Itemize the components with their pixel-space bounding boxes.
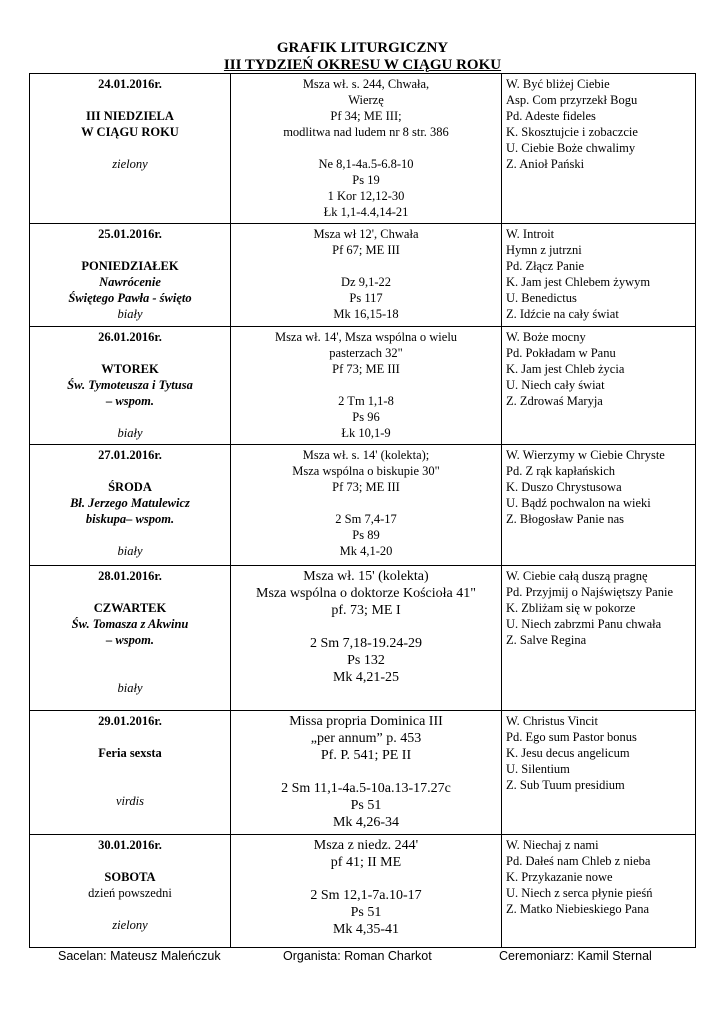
spacer: [235, 871, 497, 887]
song-item: Pd. Adeste fideles: [506, 109, 596, 123]
song-item: U. Niech cały świat: [506, 378, 605, 392]
day-cell: [30, 711, 231, 835]
song-item: Z. Błogosław Panie nas: [506, 512, 625, 526]
day-cell: [30, 835, 231, 948]
song-item: U. Niech zabrzmi Panu chwała: [506, 617, 662, 631]
day-cell: [30, 327, 231, 445]
spacer: [34, 140, 226, 156]
mass-line: pf 41; II ME: [330, 855, 402, 870]
songs-cell: [502, 711, 696, 835]
mass-line: 1 Kor 12,12-30: [327, 189, 405, 203]
mass-line: Missa propria Dominica III: [289, 714, 443, 729]
songs-cell: [502, 224, 696, 327]
mass-line: Ps 96: [352, 410, 380, 424]
date: 26.01.2016r.: [98, 330, 162, 344]
page-subtitle: III TYDZIEŃ OKRESU W CIĄGU ROKU: [223, 57, 502, 73]
spacer: [34, 853, 226, 869]
song-item: W. Ciebie całą duszą pragnę: [506, 569, 648, 583]
day-name: ŚRODA: [108, 480, 152, 494]
day-cell: [30, 566, 231, 711]
song-item: W. Być bliżej Ciebie: [506, 77, 610, 91]
song-item: Z. Salve Regina: [506, 633, 587, 647]
spacer: [34, 648, 226, 664]
song-item: Pd. Dałeś nam Chleb z nieba: [506, 854, 651, 868]
mass-line: Msza wł. 15' (kolekta): [303, 569, 429, 584]
song-item: Z. Anioł Pański: [506, 157, 585, 171]
mass-line: pasterzach 32": [329, 346, 403, 360]
mass-line: Pf. P. 541; PE II: [320, 748, 412, 763]
mass-line: 2 Sm 11,1-4a.5-10a.13-17.27c: [281, 781, 451, 796]
day-cell: [30, 224, 231, 327]
feast-name: – wspom.: [106, 394, 154, 408]
spacer: [34, 761, 226, 777]
song-item: Pd. Pokładam w Panu: [506, 346, 616, 360]
mass-line: Ps 19: [352, 173, 380, 187]
day-name: III NIEDZIELA: [86, 109, 174, 123]
song-item: K. Jesu decus angelicum: [506, 746, 630, 760]
mass-line: „per annum” p. 453: [310, 731, 422, 746]
spacer: [235, 619, 497, 635]
day-type: dzień powszedni: [88, 886, 172, 900]
mass-line: Ps 132: [347, 653, 385, 668]
spacer: [235, 495, 497, 511]
liturgical-color: biały: [117, 544, 143, 558]
mass-line: 2 Sm 12,1-7a.10-17: [310, 888, 422, 903]
spacer: [34, 463, 226, 479]
mass-line: Wierzę: [348, 93, 384, 107]
liturgical-schedule-table: [29, 73, 696, 948]
song-item: Pd. Ego sum Pastor bonus: [506, 730, 637, 744]
mass-line: 2 Sm 7,4-17: [335, 512, 397, 526]
table-row: [30, 74, 696, 224]
mass-cell: [231, 566, 502, 711]
mass-cell: [231, 445, 502, 566]
mass-line: Ps 89: [352, 528, 380, 542]
spacer: [34, 901, 226, 917]
spacer: [34, 92, 226, 108]
mass-line: Mk 4,26-34: [332, 815, 400, 830]
spacer: [34, 345, 226, 361]
date: 29.01.2016r.: [98, 714, 162, 728]
mass-line: Pf 73; ME III: [332, 480, 400, 494]
liturgical-color: biały: [117, 426, 143, 440]
mass-line: Msza wł. 14', Msza wspólna o wielu: [274, 330, 458, 344]
date: 27.01.2016r.: [98, 448, 162, 462]
song-item: K. Przykazanie nowe: [506, 870, 613, 884]
song-item: Pd. Złącz Panie: [506, 259, 585, 273]
spacer: [34, 409, 226, 425]
day-cell: [30, 445, 231, 566]
day-cell: [30, 74, 231, 224]
song-item: Z. Zdrowaś Maryja: [506, 394, 603, 408]
spacer: [34, 584, 226, 600]
spacer: [34, 664, 226, 680]
mass-cell: [231, 327, 502, 445]
feast-name: biskupa– wspom.: [85, 512, 175, 526]
mass-line: Ps 51: [350, 905, 382, 920]
spacer: [235, 764, 497, 780]
song-item: W. Wierzymy w Ciebie Chryste: [506, 448, 665, 462]
day-name: W CIĄGU ROKU: [81, 125, 179, 139]
song-item: U. Silentium: [506, 762, 570, 776]
table-row: [30, 566, 696, 711]
song-item: Asp. Com przyrzekł Bogu: [506, 93, 638, 107]
table-row: [30, 711, 696, 835]
date: 28.01.2016r.: [98, 569, 162, 583]
mass-line: Ps 117: [349, 291, 383, 305]
mass-line: pf. 73; ME I: [331, 603, 401, 618]
mass-cell: [231, 74, 502, 224]
mass-line: 2 Tm 1,1-8: [338, 394, 394, 408]
footer-ceremoniarz: Ceremoniarz: Kamil Sternal: [499, 949, 652, 963]
mass-line: Pf 67; ME III: [332, 243, 400, 257]
song-item: Hymn z jutrzni: [506, 243, 582, 257]
mass-line: 2 Sm 7,18-19.24-29: [310, 636, 422, 651]
date: 30.01.2016r.: [98, 838, 162, 852]
song-item: W. Niechaj z nami: [506, 838, 599, 852]
songs-cell: [502, 74, 696, 224]
spacer: [235, 140, 497, 156]
page-title: GRAFIK LITURGICZNY: [276, 40, 449, 56]
song-item: Z. Matko Niebieskiego Pana: [506, 902, 650, 916]
day-name: Feria sexsta: [98, 746, 162, 760]
liturgical-color: biały: [117, 307, 143, 321]
mass-line: modlitwa nad ludem nr 8 str. 386: [283, 125, 449, 139]
spacer: [235, 258, 497, 274]
date: 25.01.2016r.: [98, 227, 162, 241]
table-row: [30, 224, 696, 327]
table-row: [30, 327, 696, 445]
mass-line: Msza wspólna o doktorze Kościoła 41": [256, 586, 476, 601]
song-item: K. Jam jest Chlebem żywym: [506, 275, 651, 289]
spacer: [34, 527, 226, 543]
song-item: U. Ciebie Boże chwalimy: [506, 141, 636, 155]
mass-line: Msza z niedz. 244': [313, 838, 419, 853]
mass-cell: [231, 224, 502, 327]
mass-line: Msza wł 12', Chwała: [313, 227, 419, 241]
feast-name: Bł. Jerzego Matulewicz: [70, 496, 190, 510]
song-item: W. Introit: [506, 227, 555, 241]
spacer: [34, 242, 226, 258]
song-item: K. Zbliżam się w pokorze: [506, 601, 636, 615]
songs-cell: [502, 566, 696, 711]
mass-line: Msza wł. s. 14' (kolekta);: [302, 448, 430, 462]
liturgical-color: zielony: [112, 918, 148, 932]
liturgical-color: zielony: [112, 157, 148, 171]
mass-line: Ne 8,1-4a.5-6.8-10: [318, 157, 414, 171]
day-name: WTOREK: [101, 362, 159, 376]
mass-line: Mk 4,35-41: [332, 922, 400, 937]
mass-line: Dz 9,1-22: [341, 275, 391, 289]
date: 24.01.2016r.: [98, 77, 162, 91]
feast-name: Świętego Pawła - święto: [68, 291, 192, 305]
mass-line: Łk 1,1-4.4,14-21: [323, 205, 409, 219]
mass-line: Ps 51: [350, 798, 382, 813]
song-item: K. Duszo Chrystusowa: [506, 480, 622, 494]
feast-name: Św. Tomasza z Akwinu: [71, 617, 189, 631]
mass-line: Mk 4,1-20: [339, 544, 393, 558]
mass-line: Łk 10,1-9: [341, 426, 391, 440]
footer-organista: Organista: Roman Charkot: [283, 949, 432, 963]
song-item: Z. Sub Tuum presidium: [506, 778, 625, 792]
song-item: U. Bądź pochwalon na wieki: [506, 496, 651, 510]
feast-name: Nawrócenie: [99, 275, 161, 289]
day-name: CZWARTEK: [93, 601, 167, 615]
song-item: Z. Idźcie na cały świat: [506, 307, 619, 321]
mass-line: Msza wł. s. 244, Chwała,: [302, 77, 430, 91]
songs-cell: [502, 835, 696, 948]
table-row: [30, 445, 696, 566]
footer-sacelan: Sacelan: Mateusz Maleńczuk: [58, 949, 221, 963]
feast-name: – wspom.: [106, 633, 154, 647]
spacer: [34, 729, 226, 745]
spacer: [34, 777, 226, 793]
song-item: K. Skosztujcie i zobaczcie: [506, 125, 638, 139]
song-item: Pd. Przyjmij o Najświętszy Panie: [506, 585, 673, 599]
feast-name: Św. Tymoteusza i Tytusa: [67, 378, 193, 392]
mass-line: Pf 73; ME III: [332, 362, 400, 376]
mass-cell: [231, 711, 502, 835]
songs-cell: [502, 445, 696, 566]
spacer: [235, 377, 497, 393]
table-row: [30, 835, 696, 948]
song-item: Pd. Z rąk kapłańskich: [506, 464, 616, 478]
mass-cell: [231, 835, 502, 948]
day-name: SOBOTA: [104, 870, 156, 884]
mass-line: Msza wspólna o biskupie 30": [292, 464, 440, 478]
mass-line: Mk 16,15-18: [333, 307, 399, 321]
mass-line: Pf 34; ME III;: [330, 109, 402, 123]
songs-cell: [502, 327, 696, 445]
liturgical-color: biały: [117, 681, 143, 695]
song-item: W. Christus Vincit: [506, 714, 598, 728]
song-item: U. Niech z serca płynie pieśń: [506, 886, 653, 900]
mass-line: Mk 4,21-25: [332, 670, 400, 685]
song-item: U. Benedictus: [506, 291, 577, 305]
liturgical-color: virdis: [115, 794, 144, 808]
song-item: W. Boże mocny: [506, 330, 586, 344]
day-name: PONIEDZIAŁEK: [81, 259, 179, 273]
song-item: K. Jam jest Chleb życia: [506, 362, 625, 376]
